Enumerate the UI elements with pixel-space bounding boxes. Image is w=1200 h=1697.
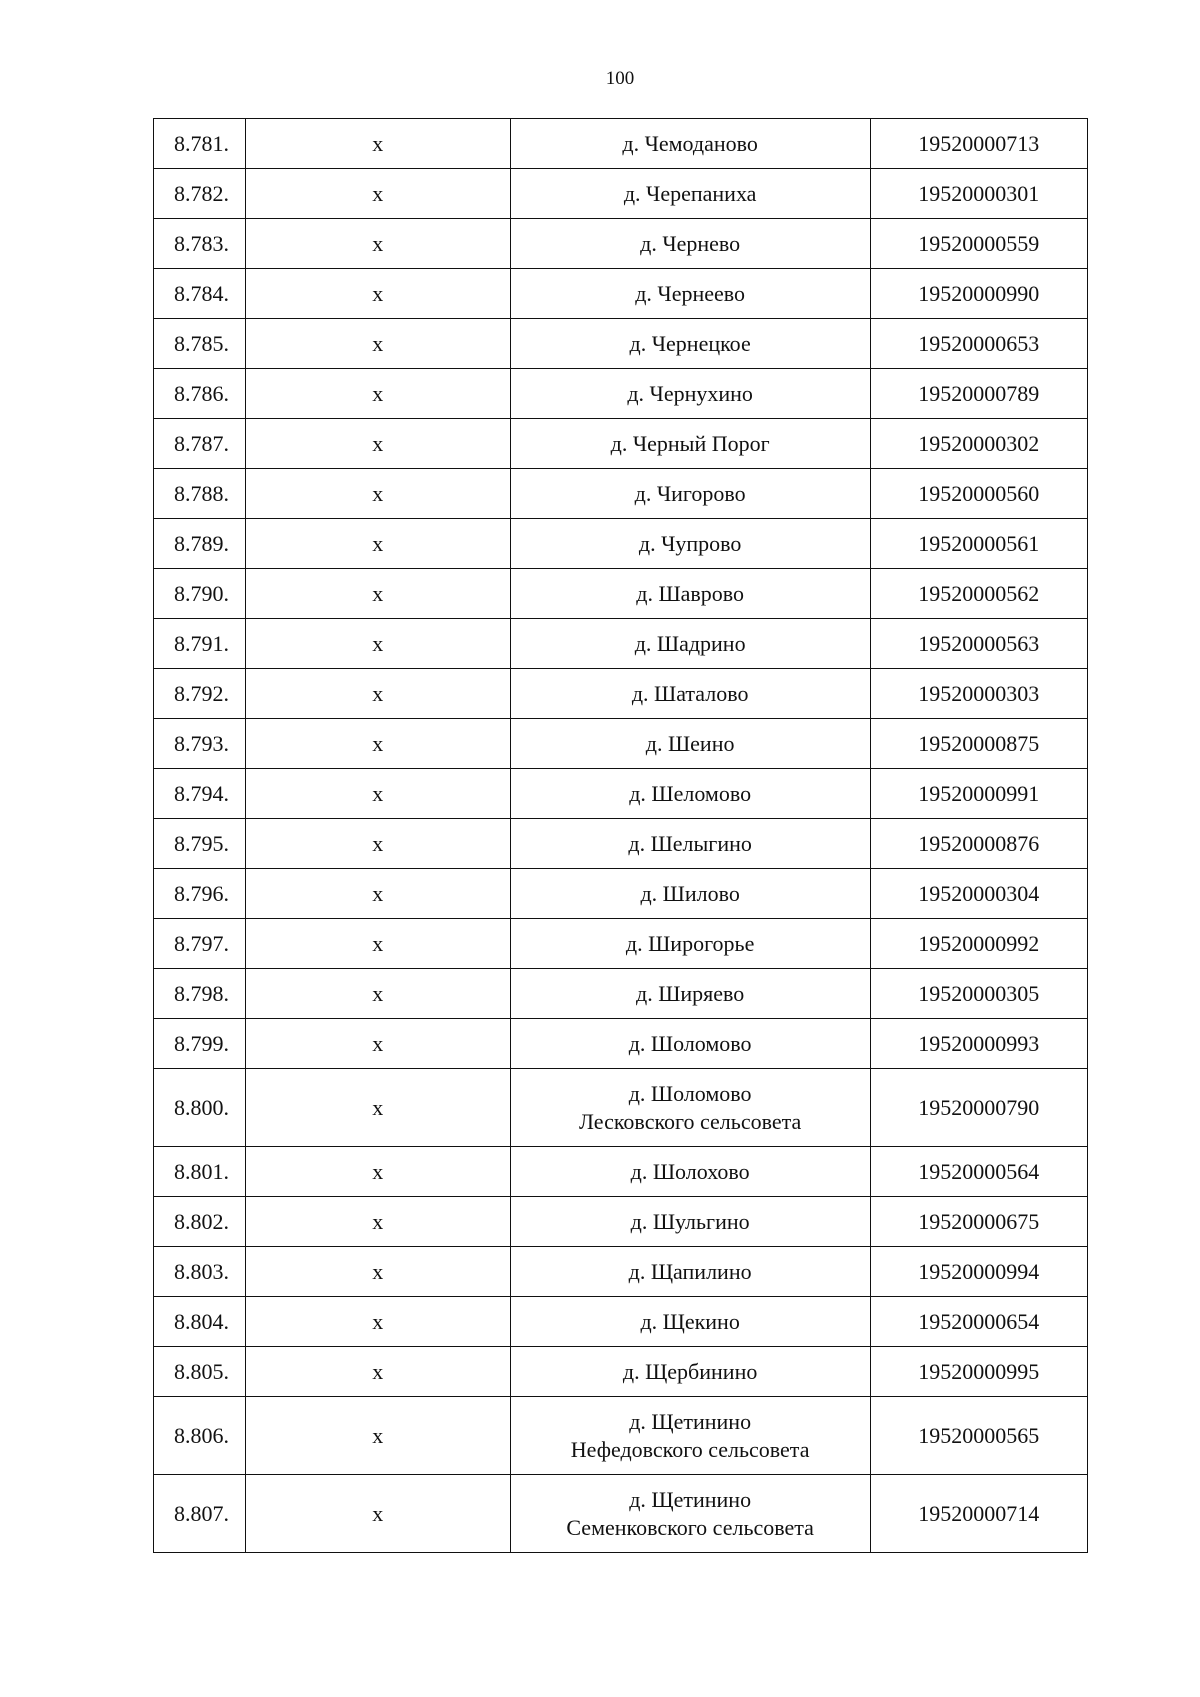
- table-row: [154, 1397, 1088, 1475]
- oktmo-code: 19520000301: [870, 169, 1087, 219]
- settlement-name-cell: [510, 1197, 870, 1247]
- table-row: [154, 869, 1088, 919]
- row-number: 8.802.: [154, 1197, 246, 1247]
- settlement-name-cell: [510, 1397, 870, 1475]
- oktmo-code: 19520000675: [870, 1197, 1087, 1247]
- oktmo-code: 19520000992: [870, 919, 1087, 969]
- table-row: [154, 169, 1088, 219]
- settlement-name-line: д. Широгорье: [625, 930, 755, 956]
- settlements-table: [153, 118, 1088, 1553]
- table-row: [154, 1247, 1088, 1297]
- table-row: [154, 1147, 1088, 1197]
- table-row: [154, 969, 1088, 1019]
- settlement-name-line: д. Черепаниха: [623, 180, 757, 206]
- table-body: [154, 119, 1088, 1553]
- oktmo-code: 19520000995: [870, 1347, 1087, 1397]
- table-row: [154, 1297, 1088, 1347]
- table-row: [154, 1475, 1088, 1553]
- row-number: 8.793.: [154, 719, 246, 769]
- settlement-name-cell: [510, 369, 870, 419]
- row-mark: x: [245, 1197, 510, 1247]
- row-number: 8.782.: [154, 169, 246, 219]
- row-mark: x: [245, 1247, 510, 1297]
- row-number: 8.789.: [154, 519, 246, 569]
- settlement-name-cell: [510, 469, 870, 519]
- row-number: 8.787.: [154, 419, 246, 469]
- settlement-name-cell: [510, 519, 870, 569]
- oktmo-code: 19520000714: [870, 1475, 1087, 1553]
- settlement-name-line: д. Чернеево: [635, 280, 746, 306]
- row-mark: x: [245, 769, 510, 819]
- row-number: 8.801.: [154, 1147, 246, 1197]
- table-row: [154, 769, 1088, 819]
- row-number: 8.794.: [154, 769, 246, 819]
- row-number: 8.790.: [154, 569, 246, 619]
- oktmo-code: 19520000654: [870, 1297, 1087, 1347]
- settlement-name-cell: [510, 219, 870, 269]
- table-row: [154, 319, 1088, 369]
- settlement-name-cell: [510, 419, 870, 469]
- table-row: [154, 419, 1088, 469]
- settlement-name-line: д. Шульгино: [630, 1208, 750, 1234]
- settlement-name-cell: [510, 1247, 870, 1297]
- settlement-name-cell: [510, 919, 870, 969]
- settlement-name-line: д. Шилово: [640, 880, 740, 906]
- table-row: [154, 119, 1088, 169]
- row-number: 8.795.: [154, 819, 246, 869]
- row-number: 8.785.: [154, 319, 246, 369]
- settlement-name-cell: [510, 1019, 870, 1069]
- table-row: [154, 1019, 1088, 1069]
- oktmo-code: 19520000713: [870, 119, 1087, 169]
- row-mark: x: [245, 619, 510, 669]
- settlement-name-cell: [510, 119, 870, 169]
- row-mark: x: [245, 219, 510, 269]
- row-number: 8.791.: [154, 619, 246, 669]
- table-row: [154, 919, 1088, 969]
- table-row: [154, 219, 1088, 269]
- row-mark: x: [245, 569, 510, 619]
- row-number: 8.797.: [154, 919, 246, 969]
- table-row: [154, 569, 1088, 619]
- row-number: 8.786.: [154, 369, 246, 419]
- table-row: [154, 519, 1088, 569]
- oktmo-code: 19520000790: [870, 1069, 1087, 1147]
- settlement-name-cell: [510, 969, 870, 1019]
- row-mark: x: [245, 1147, 510, 1197]
- row-mark: x: [245, 869, 510, 919]
- table-row: [154, 619, 1088, 669]
- settlement-name-cell: [510, 619, 870, 669]
- row-mark: x: [245, 1019, 510, 1069]
- settlement-name-line: д. Щербинино: [622, 1358, 758, 1384]
- oktmo-code: 19520000303: [870, 669, 1087, 719]
- settlement-name-cell: [510, 1069, 870, 1147]
- settlement-name-line: д. Щапилино: [628, 1258, 752, 1284]
- row-number: 8.805.: [154, 1347, 246, 1397]
- oktmo-code: 19520000990: [870, 269, 1087, 319]
- table-row: [154, 269, 1088, 319]
- row-number: 8.781.: [154, 119, 246, 169]
- oktmo-code: 19520000991: [870, 769, 1087, 819]
- row-number: 8.803.: [154, 1247, 246, 1297]
- table-row: [154, 719, 1088, 769]
- settlement-name-line: д. Шолохово: [630, 1158, 750, 1184]
- settlement-name-cell: [510, 319, 870, 369]
- row-mark: x: [245, 369, 510, 419]
- table-row: [154, 1347, 1088, 1397]
- row-number: 8.798.: [154, 969, 246, 1019]
- row-mark: x: [245, 919, 510, 969]
- table-row: [154, 469, 1088, 519]
- settlement-name-line: д. Шелыгино: [628, 830, 752, 856]
- settlement-name-line: д. Чернево: [640, 230, 741, 256]
- row-mark: x: [245, 1297, 510, 1347]
- row-mark: x: [245, 1069, 510, 1147]
- oktmo-code: 19520000304: [870, 869, 1087, 919]
- settlement-name-cell: [510, 669, 870, 719]
- settlement-name-line: д. Чернецкое: [629, 330, 751, 356]
- settlement-name-line: д. Шоломово: [628, 1030, 752, 1056]
- row-number: 8.783.: [154, 219, 246, 269]
- settlement-name-cell: [510, 1475, 870, 1553]
- row-number: 8.799.: [154, 1019, 246, 1069]
- row-mark: x: [245, 119, 510, 169]
- row-mark: x: [245, 1475, 510, 1553]
- settlement-name-cell: [510, 1297, 870, 1347]
- oktmo-code: 19520000302: [870, 419, 1087, 469]
- row-mark: x: [245, 969, 510, 1019]
- row-mark: x: [245, 1347, 510, 1397]
- settlement-name-line: д. Чернухино: [627, 380, 753, 406]
- oktmo-code: 19520000564: [870, 1147, 1087, 1197]
- table-row: [154, 669, 1088, 719]
- row-mark: x: [245, 719, 510, 769]
- row-mark: x: [245, 319, 510, 369]
- table-row: [154, 1197, 1088, 1247]
- oktmo-code: 19520000560: [870, 469, 1087, 519]
- row-number: 8.800.: [154, 1069, 246, 1147]
- row-mark: x: [245, 819, 510, 869]
- settlement-name-line: д. Ширяево: [636, 980, 745, 1006]
- settlement-name-line: д. Шаталово: [631, 680, 749, 706]
- settlement-name-line: д. Шаврово: [636, 580, 745, 606]
- row-number: 8.788.: [154, 469, 246, 519]
- oktmo-code: 19520000563: [870, 619, 1087, 669]
- settlement-name-line: д. Шеломово: [629, 780, 752, 806]
- settlement-name-cell: [510, 169, 870, 219]
- settlement-name-line: Нефедовского сельсовета: [570, 1436, 810, 1462]
- settlement-name-line: д. Шоломово: [628, 1080, 752, 1106]
- row-number: 8.804.: [154, 1297, 246, 1347]
- table-row: [154, 369, 1088, 419]
- oktmo-code: 19520000561: [870, 519, 1087, 569]
- oktmo-code: 19520000653: [870, 319, 1087, 369]
- settlement-name-cell: [510, 1347, 870, 1397]
- settlement-name-line: д. Черный Порог: [610, 430, 770, 456]
- settlement-name-line: д. Шадрино: [634, 630, 746, 656]
- oktmo-code: 19520000789: [870, 369, 1087, 419]
- oktmo-code: 19520000305: [870, 969, 1087, 1019]
- settlement-name-cell: [510, 819, 870, 869]
- row-number: 8.807.: [154, 1475, 246, 1553]
- row-mark: x: [245, 419, 510, 469]
- row-mark: x: [245, 169, 510, 219]
- settlement-name-cell: [510, 269, 870, 319]
- settlement-name-line: д. Щетинино: [629, 1408, 752, 1434]
- settlement-name-cell: [510, 1147, 870, 1197]
- settlement-name-line: Семенковского сельсовета: [566, 1514, 814, 1540]
- oktmo-code: 19520000565: [870, 1397, 1087, 1475]
- table-row: [154, 1069, 1088, 1147]
- settlement-name-cell: [510, 869, 870, 919]
- settlement-name-line: д. Шеино: [645, 730, 735, 756]
- settlement-name-line: д. Чупрово: [638, 530, 742, 556]
- oktmo-code: 19520000559: [870, 219, 1087, 269]
- table-row: [154, 819, 1088, 869]
- settlement-name-cell: [510, 569, 870, 619]
- oktmo-code: 19520000994: [870, 1247, 1087, 1297]
- row-mark: x: [245, 519, 510, 569]
- oktmo-code: 19520000993: [870, 1019, 1087, 1069]
- row-number: 8.806.: [154, 1397, 246, 1475]
- settlement-name-line: Лесковского сельсовета: [579, 1108, 802, 1134]
- settlement-name-line: д. Чигорово: [634, 480, 746, 506]
- row-number: 8.784.: [154, 269, 246, 319]
- row-mark: x: [245, 269, 510, 319]
- row-mark: x: [245, 1397, 510, 1475]
- row-number: 8.796.: [154, 869, 246, 919]
- row-mark: x: [245, 669, 510, 719]
- settlement-name-cell: [510, 769, 870, 819]
- settlement-name-line: д. Щекино: [640, 1308, 740, 1334]
- oktmo-code: 19520000562: [870, 569, 1087, 619]
- oktmo-code: 19520000876: [870, 819, 1087, 869]
- settlement-name-cell: [510, 719, 870, 769]
- row-mark: x: [245, 469, 510, 519]
- settlement-name-line: д. Щетинино: [629, 1486, 752, 1512]
- row-number: 8.792.: [154, 669, 246, 719]
- oktmo-code: 19520000875: [870, 719, 1087, 769]
- settlement-name-line: д. Чемоданово: [622, 130, 758, 156]
- page-number: 100: [605, 68, 635, 89]
